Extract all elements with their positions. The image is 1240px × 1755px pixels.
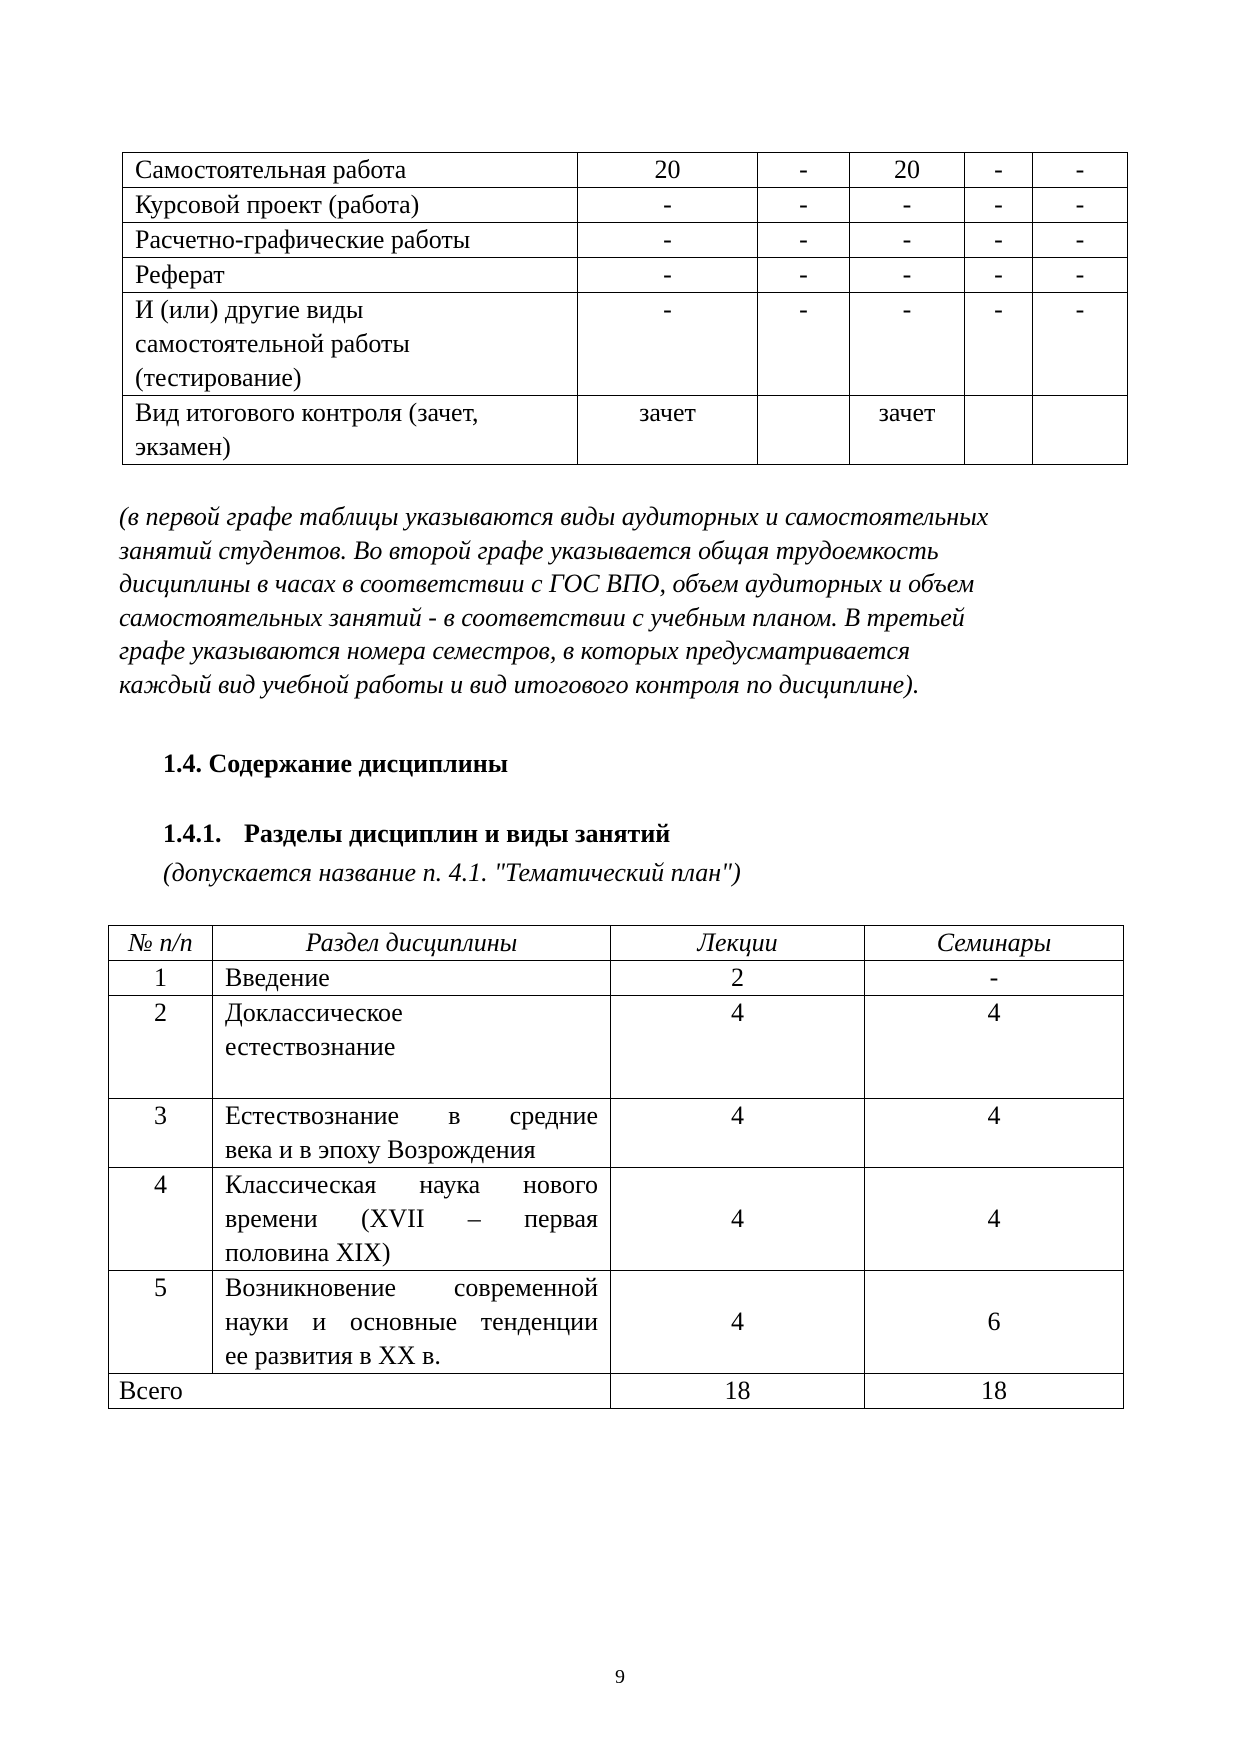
table-row (109, 961, 1124, 996)
table-cell: - (758, 223, 850, 258)
row-label: Самостоятельная работа (123, 153, 578, 188)
table-cell: - (850, 188, 965, 223)
table-row (109, 996, 1124, 1099)
table-cell: - (1033, 293, 1128, 396)
table-row (123, 153, 1128, 188)
section-name-line: Классическая наука нового (225, 1170, 598, 1199)
table-total-row (109, 1374, 1124, 1409)
section-name (213, 996, 611, 1099)
table-cell: - (1033, 223, 1128, 258)
note-line: дисциплины в часах в соответствии с ГОС ВПО, объем аудиторных и объем (119, 569, 975, 598)
table-header-row (109, 926, 1124, 961)
table-row (109, 1099, 1124, 1168)
table-cell: 20 (578, 153, 758, 188)
seminars-cell: 4 (865, 1168, 1124, 1271)
table-cell: - (758, 188, 850, 223)
table-row (123, 258, 1128, 293)
page-number: 9 (615, 1666, 625, 1688)
note-line: занятий студентов. Во второй графе указывается общая трудоемкость (119, 535, 939, 565)
lectures-cell: 4 (611, 1099, 865, 1168)
subsection-subtitle: (допускается название п. 4.1. "Тематический план") (163, 858, 741, 887)
section-name (213, 1271, 611, 1374)
table-row (123, 293, 1128, 396)
row-label-line: экзамен) (135, 432, 231, 461)
section-name-line: половина XIX) (225, 1238, 391, 1267)
note-line: (в первой графе таблицы указываются виды аудиторных и самостоятельных (119, 502, 989, 531)
section-name-line: ее развития в XX в. (225, 1341, 441, 1370)
lectures-cell: 4 (611, 1271, 865, 1374)
note-line: самостоятельных занятий - в соответствии с учебным планом. В третьей (119, 602, 965, 632)
lectures-cell: 2 (611, 961, 865, 996)
table-cell: зачет (850, 396, 965, 465)
row-label (123, 293, 578, 396)
table-cell (758, 396, 850, 465)
table-cell: - (965, 188, 1033, 223)
table-cell: - (850, 223, 965, 258)
note-line: каждый вид учебной работы и вид итогового контроля по дисциплине). (119, 669, 920, 699)
table-cell: - (1033, 258, 1128, 293)
section-name-line: Возникновение современной (225, 1273, 598, 1302)
table-cell: - (758, 153, 850, 188)
table-cell (1033, 396, 1128, 465)
row-label (123, 396, 578, 465)
table-cell: - (850, 293, 965, 396)
row-label-line: (тестирование) (135, 363, 302, 392)
table-cell: - (965, 293, 1033, 396)
table-row (123, 188, 1128, 223)
section-name (213, 1099, 611, 1168)
seminars-cell: 6 (865, 1271, 1124, 1374)
table-cell (965, 396, 1033, 465)
row-number: 3 (109, 1099, 213, 1168)
row-number: 4 (109, 1168, 213, 1271)
subsection-number: 1.4.1. (163, 819, 222, 848)
subsection-heading (163, 818, 670, 850)
section-name-line: времени (XVII – первая (225, 1204, 598, 1233)
seminars-cell: 4 (865, 996, 1124, 1099)
table-row (123, 396, 1128, 465)
table-row (109, 1168, 1124, 1271)
note-line: графе указываются номера семестров, в которых предусматривается (119, 636, 911, 665)
table-cell: - (965, 153, 1033, 188)
section-name (213, 1168, 611, 1271)
table-cell: зачет (578, 396, 758, 465)
row-label: Реферат (123, 258, 578, 293)
section-heading: 1.4. Содержание дисциплины (163, 749, 508, 778)
table-row (123, 223, 1128, 258)
row-number: 1 (109, 961, 213, 996)
section-name-line: Введение (225, 963, 330, 992)
section-name-line: науки и основные тенденции (225, 1307, 598, 1336)
section-name-line: века и в эпоху Возрождения (225, 1135, 536, 1164)
seminars-cell: - (865, 961, 1124, 996)
table-cell: - (965, 258, 1033, 293)
table-cell: - (850, 258, 965, 293)
column-header: Лекции (611, 926, 865, 961)
seminars-cell: 4 (865, 1099, 1124, 1168)
seminars-total: 18 (865, 1374, 1124, 1409)
table-cell: - (1033, 188, 1128, 223)
lectures-cell: 4 (611, 996, 865, 1099)
table-cell: - (758, 258, 850, 293)
column-header: Семинары (865, 926, 1124, 961)
row-label-line: самостоятельной работы (135, 329, 410, 358)
row-label: Курсовой проект (работа) (123, 188, 578, 223)
table-cell: - (1033, 153, 1128, 188)
section-name-line: Доклассическое (225, 998, 403, 1027)
row-label: Расчетно-графические работы (123, 223, 578, 258)
workload-table (122, 152, 1128, 465)
lectures-cell: 4 (611, 1168, 865, 1271)
table-cell: - (578, 223, 758, 258)
row-number: 2 (109, 996, 213, 1099)
table-row (109, 1271, 1124, 1374)
table-cell: - (758, 293, 850, 396)
table-cell: - (578, 293, 758, 396)
column-header: № п/п (109, 926, 213, 961)
subsection-title: Разделы дисциплин и виды занятий (244, 819, 671, 848)
row-label-line: И (или) другие виды (135, 295, 364, 324)
table-cell: - (965, 223, 1033, 258)
section-name-line: Естествознание в средние (225, 1101, 598, 1130)
row-number: 5 (109, 1271, 213, 1374)
table-note (119, 500, 1129, 701)
section-name (213, 961, 611, 996)
total-label: Всего (109, 1374, 611, 1409)
row-label-line: Вид итогового контроля (зачет, (135, 398, 479, 427)
table-cell: 20 (850, 153, 965, 188)
column-header: Раздел дисциплины (213, 926, 611, 961)
thematic-plan-table (108, 925, 1124, 1409)
table-cell: - (578, 258, 758, 293)
section-name-line: естествознание (225, 1032, 396, 1061)
table-cell: - (578, 188, 758, 223)
lectures-total: 18 (611, 1374, 865, 1409)
